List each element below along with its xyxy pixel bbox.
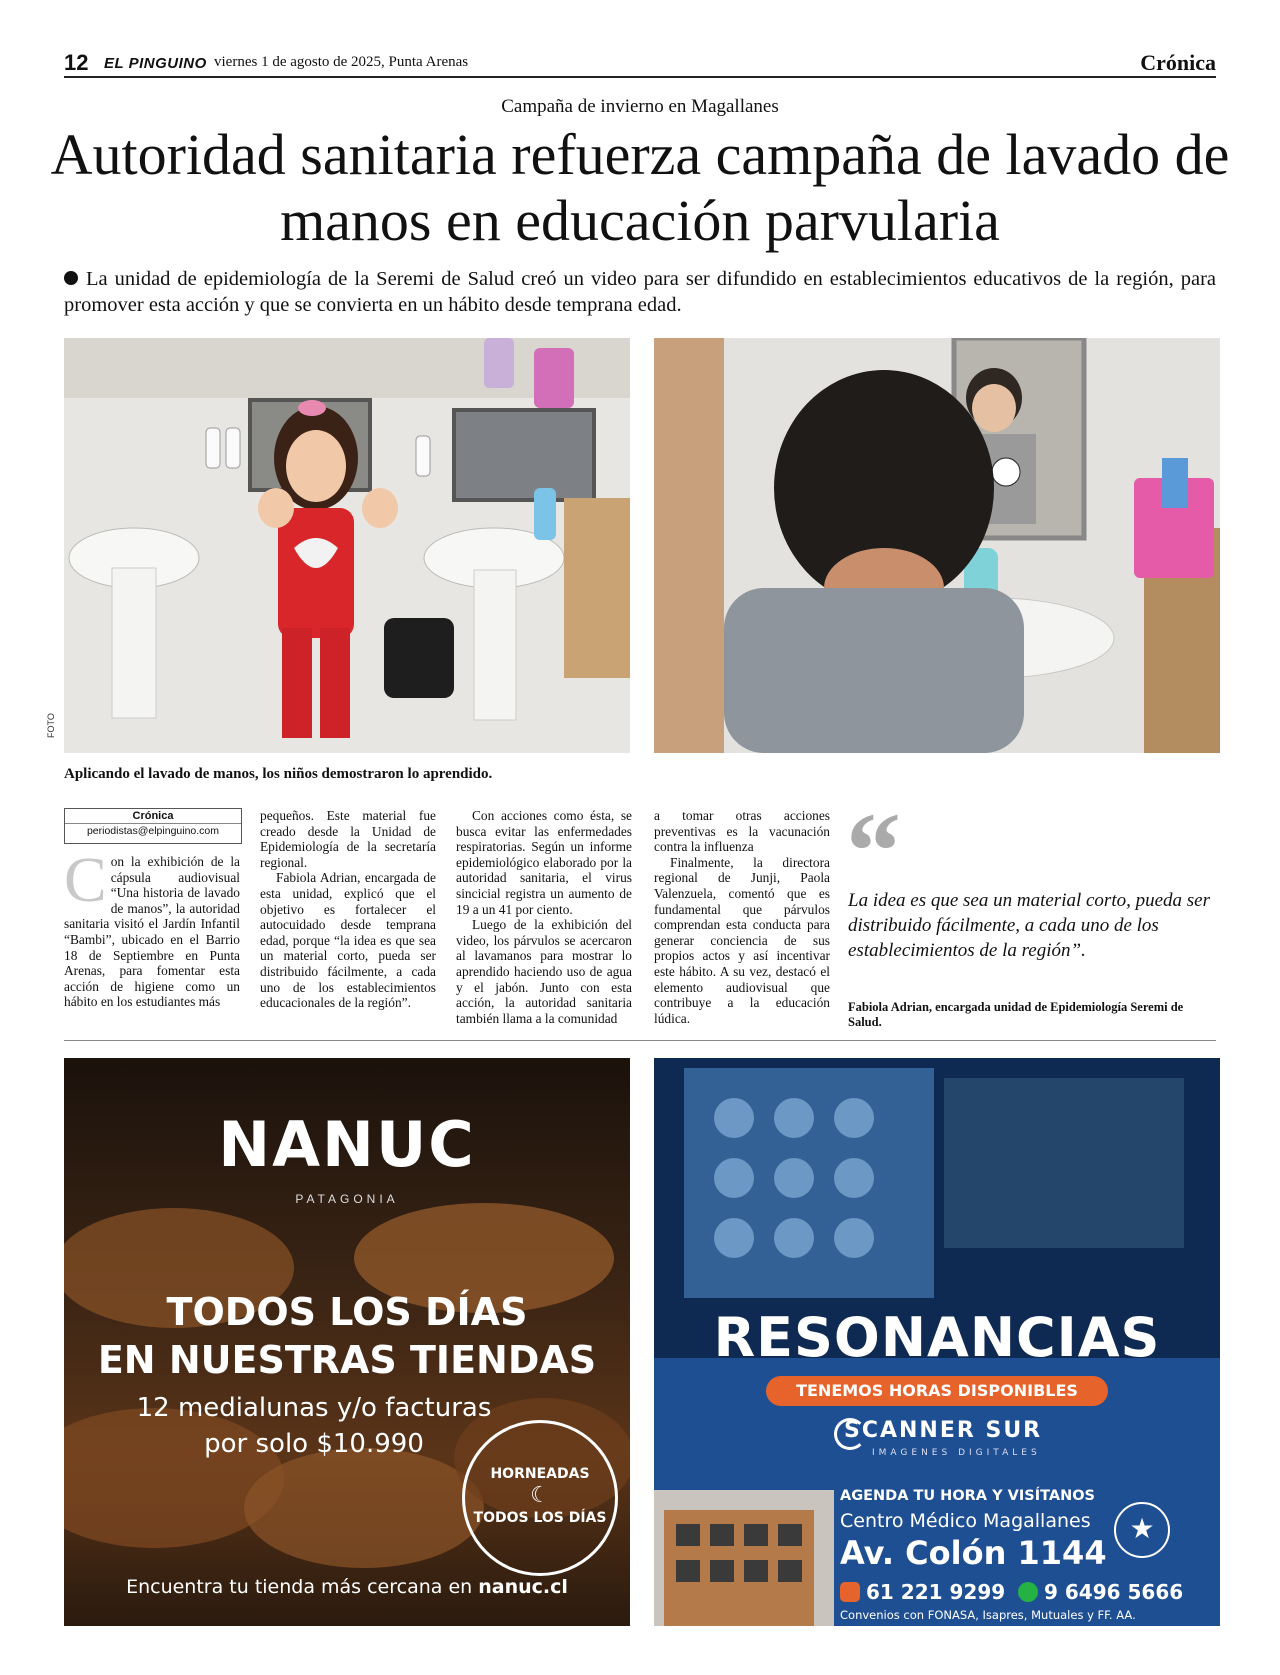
phone-icon [840,1582,860,1602]
page-header [64,50,1216,78]
ad-resonancias[interactable] [654,1058,1220,1626]
baked-stamp [462,1420,618,1576]
croissant-icon: ☾ [530,1483,550,1508]
article-title: Autoridad sanitaria refuerza campaña de lavado de manos en educación parvularia [50,122,1230,253]
nanuc-subtitle: PATAGONIA [295,1192,399,1206]
phone-2-number: 9 6496 5666 [1044,1580,1184,1604]
paragraph: Finalmente, la directora regional de Junji, Paola Valenzuela, comentó que es fundamental que párvulos comprendan esta conducta para generar conciencia de sus propios actos y así incentivar este hábito. A su vez, destacó el elemento audiovisual que contribuye a la educación lúdica. [654,854,830,1026]
phone-2[interactable] [1018,1580,1183,1604]
byline-email[interactable]: periodistas@elpinguino.com [65,823,241,839]
quote-attribution: Fabiola Adrian, encargada unidad de Epidemiología Seremi de Salud. [848,1000,1184,1029]
whatsapp-icon [1018,1582,1038,1602]
phone-1[interactable] [840,1580,1005,1604]
issue-date: viernes 1 de agosto de 2025, Punta Arenas [214,54,469,70]
photo-girl-illustration [64,338,630,753]
ad-nanuc[interactable] [64,1058,630,1626]
stamp-line-2: TODOS LOS DÍAS [473,1510,607,1526]
section-name: Crónica [1140,50,1216,75]
resonancias-title: RESONANCIAS [713,1306,1161,1369]
scanner-sur-subtitle: IMAGENES DIGITALES [872,1448,1041,1458]
photo-credit: FOTO [46,713,56,738]
lead-text: La unidad de epidemiología de la Seremi de Salud creó un video para ser difundido en establecimientos educativos de la región, para promover esta acción y que se convierta en un hábito desde temprana edad. [64,268,1216,316]
bullet-icon [64,271,78,285]
paragraph: a tomar otras acciones preventivas es la vacunación contra la influenza [654,808,830,855]
offer-line-1: 12 medialunas y/o facturas [136,1393,492,1423]
headline-line-1: TODOS LOS DÍAS [166,1290,528,1334]
photo-caption: Aplicando el lavado de manos, los niños demostraron lo aprendido. [64,766,493,782]
footer-text: Encuentra tu tienda más cercana en [126,1576,473,1598]
convenios-text: Convenios con FONASA, Isapres, Mutuales y FF. AA. [840,1608,1136,1622]
nanuc-link[interactable]: nanuc.cl [478,1576,568,1598]
stamp-line-1: HORNEADAS [490,1466,590,1482]
paragraph: Luego de la exhibición del video, los párvulos se acercaron al lavamanos para mostrar lo aprendido haciendo uso de agua y el jabón. Junto con esta acción, la autoridad sanitaria también llama a la comunidad [456,917,632,1026]
paragraph: Fabiola Adrian, encargada de esta unidad, explicó que el objetivo es fortalecer el autocuidado desde temprana edad, porque “la idea es que sea un material corto, pueda ser distribuido fácilmente, a cada uno de los establecimientos educacionales de la región”. [260,870,436,1011]
agenda-text: AGENDA TU HORA Y VISÍTANOS [840,1488,1095,1504]
pull-quote: La idea es que sea un material corto, pueda ser distribuido fácilmente, a cada uno de los establecimientos de la región”. [848,890,1211,961]
centro-medico: Centro Médico Magallanes [840,1510,1091,1532]
nanuc-headline [64,1288,630,1384]
headline-line-2: EN NUESTRAS TIENDAS [97,1338,597,1382]
photo-boy-illustration [654,338,1220,753]
article-column-2 [260,808,436,1011]
paragraph: pequeños. Este material fue creado desde la Unidad de Epidemiología de la secretaría regional. [260,808,436,870]
byline-section: Crónica [132,810,174,822]
drop-cap: C [64,844,107,915]
address: Av. Colón 1144 [840,1534,1107,1572]
scanner-sur-brand: SCANNER SUR [844,1418,1043,1443]
photo-girl-handwashing [64,338,630,753]
accreditation-seal-icon: ★ [1114,1502,1170,1558]
quote-mark-icon: “ [846,790,901,912]
article-lead [64,266,1216,318]
article-column-1 [64,808,240,1010]
stamp-text [465,1463,615,1529]
nanuc-logo: NANUC [218,1108,476,1181]
page-number: 12 [64,50,89,75]
newspaper-brand: EL PINGUINO [104,55,207,72]
hours-badge: TENEMOS HORAS DISPONIBLES [766,1376,1108,1406]
phone-1-number: 61 221 9299 [866,1580,1006,1604]
article-kicker: Campaña de invierno en Magallanes [501,96,779,117]
nanuc-footer [64,1576,630,1598]
paragraph: Con acciones como ésta, se busca evitar las enfermedades respiratorias. Según un informe epidemiológico elaborado por la autoridad sanitaria, el virus sincicial registra un aumento de 19 a un 41 por ciento. [456,808,632,917]
article-column-3 [456,808,632,1026]
offer-line-2: por solo $10.990 [204,1429,424,1459]
building-photo [654,1490,834,1626]
article-column-4 [654,808,830,1026]
divider [64,1040,1216,1041]
nanuc-offer [104,1390,524,1462]
paragraph: on la exhibición de la cápsula audiovisual “Una historia de lavado de manos”, la autoridad sanitaria visitó el Jardín Infantil “Bambi”, ubicado en el Barrio 18 de Septiembre en Punta Arenas, para fomentar esta acción de higiene como un hábito en los estudiantes más [64,854,240,1010]
photo-boy-handwashing [654,338,1220,753]
